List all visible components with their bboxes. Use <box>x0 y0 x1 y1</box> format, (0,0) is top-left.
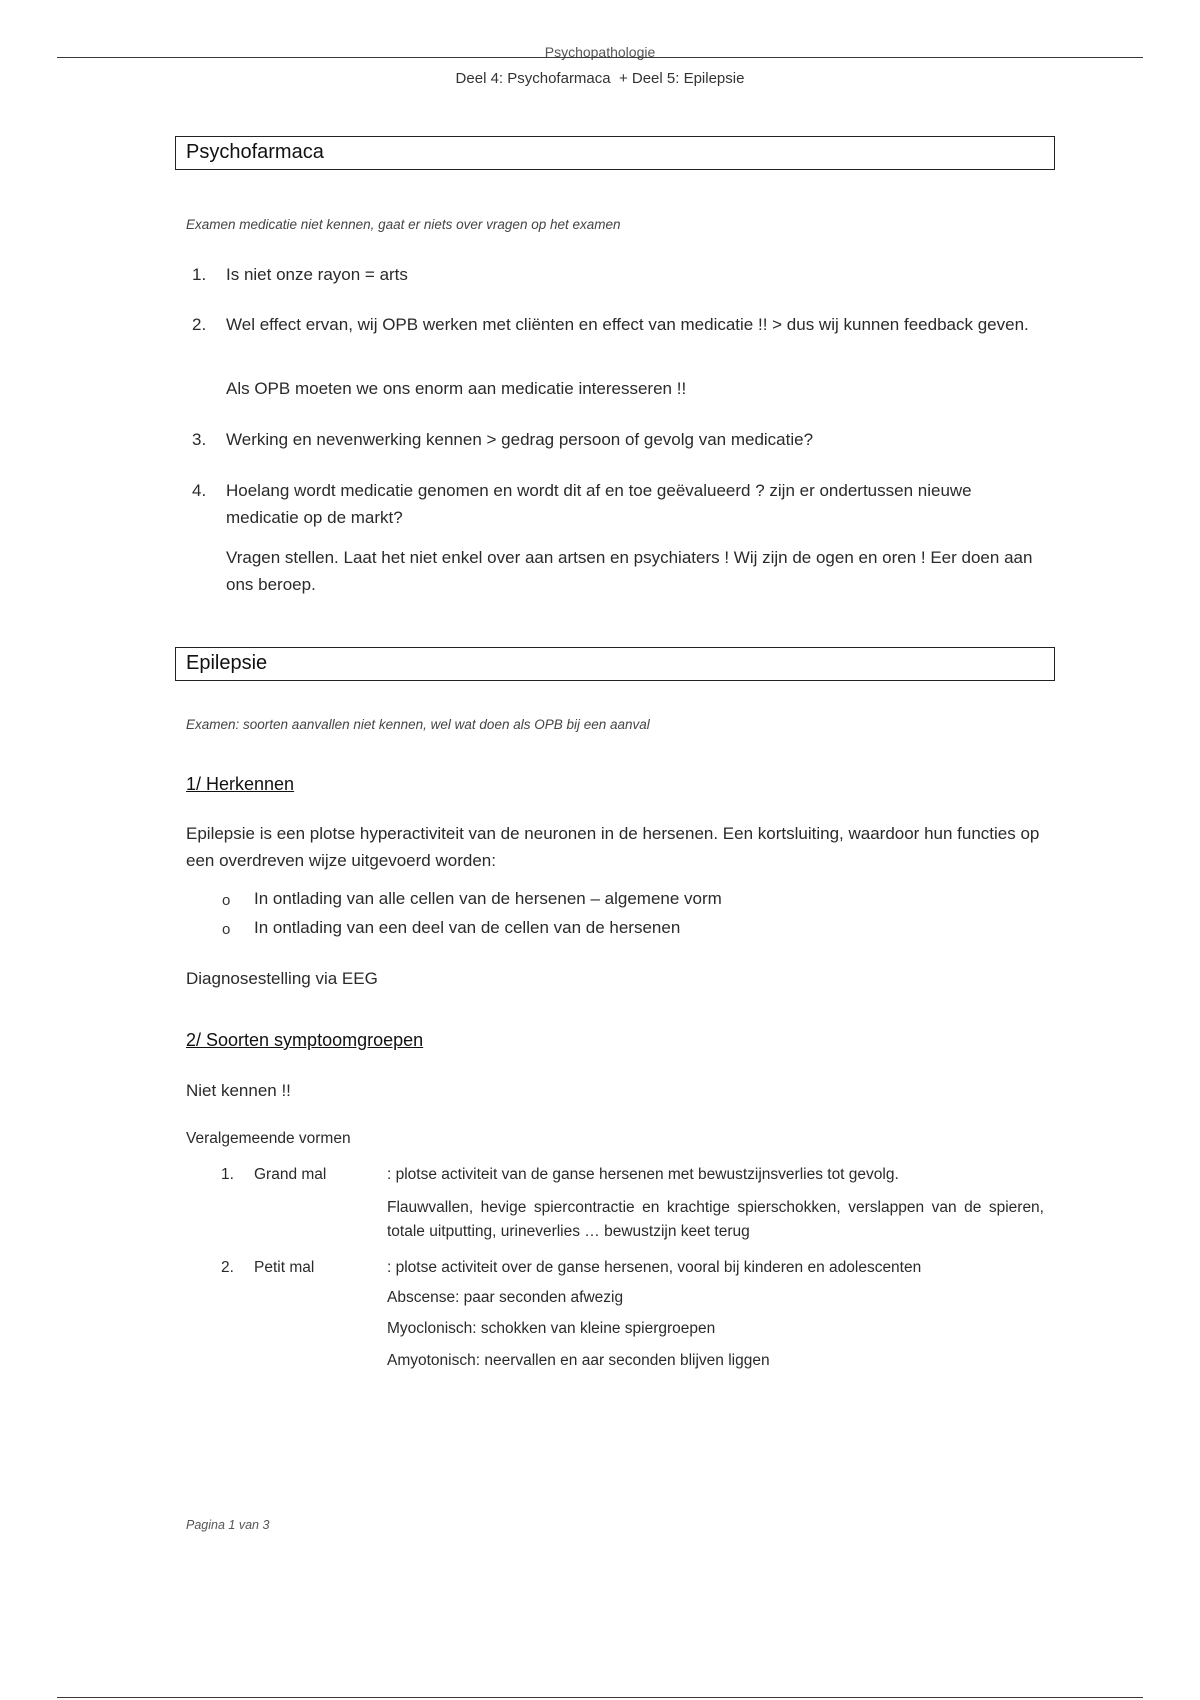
document-header-title: Psychopathologie <box>544 44 656 60</box>
list-item: Wel effect ervan, wij OPB werken met cliënten en effect van medicatie !! > dus wij kunnen feedback geven. <box>226 315 1029 334</box>
bullet-icon: o <box>222 892 231 909</box>
paragraph-herkennen: Epilepsie is een plotse hyperactiviteit van de neuronen in de hersenen. Een kortsluiting, waardoor hun functies op een overdreven wijze uitgevoerd worden: <box>186 824 1040 870</box>
list-item-extra: Als OPB moeten we ons enorm aan medicatie interesseren !! <box>226 379 687 398</box>
list-item-number: 1. <box>221 1166 234 1183</box>
seizure-subtype: Myoclonisch: schokken van kleine spiergroepen <box>387 1320 716 1337</box>
seizure-type-name: Grand mal <box>254 1166 327 1183</box>
list-item-extra: Vragen stellen. Laat het niet enkel over aan artsen en psychiaters ! Wij zijn de ogen en oren ! Eer doen aan ons beroep. <box>226 548 1033 594</box>
section-heading-epilepsie: Epilepsie <box>175 647 1055 681</box>
list-item: Hoelang wordt medicatie genomen en wordt dit af en toe geëvalueerd ? zijn er ondertussen nieuwe medicatie op de markt? <box>226 481 972 527</box>
seizure-type-desc: : plotse activiteit van de ganse hersenen met bewustzijnsverlies tot gevolg. <box>387 1166 899 1183</box>
subheading-soorten: 2/ Soorten symptoomgroepen <box>186 1030 424 1050</box>
header-divider <box>57 57 1143 58</box>
seizure-subtype: Abscense: paar seconden afwezig <box>387 1289 624 1306</box>
bullet-item: In ontlading van alle cellen van de hersenen – algemene vorm <box>254 889 722 908</box>
seizure-subtype: Amyotonisch: neervallen en aar seconden blijven liggen <box>387 1352 770 1369</box>
list-item-number: 2. <box>192 315 207 334</box>
exam-note-epilepsie: Examen: soorten aanvallen niet kennen, wel wat doen als OPB bij een aanval <box>186 717 650 732</box>
list-item-number: 1. <box>192 265 207 284</box>
seizure-type-desc: : plotse activiteit over de ganse hersenen, vooral bij kinderen en adolescenten <box>387 1259 922 1276</box>
list-item-number: 2. <box>221 1259 234 1276</box>
list-item-number: 4. <box>192 481 207 500</box>
list-item: Werking en nevenwerking kennen > gedrag persoon of gevolg van medicatie? <box>226 430 814 449</box>
section-heading-psychofarmaca: Psychofarmaca <box>175 136 1055 170</box>
exam-note-psychofarmaca: Examen medicatie niet kennen, gaat er niets over vragen op het examen <box>186 217 621 232</box>
document-header-subtitle: Deel 4: Psychofarmaca + Deel 5: Epilepsie <box>455 70 745 87</box>
page-number: Pagina 1 van 3 <box>186 1518 270 1532</box>
veralgemeende-label: Veralgemeende vormen <box>186 1130 351 1147</box>
list-item-number: 3. <box>192 430 207 449</box>
seizure-type-detail: Flauwvallen, hevige spiercontractie en krachtige spierschokken, verslappen van de spieren, totale uitputting, urineverlies … bewustzijn keet terug <box>387 1199 1044 1240</box>
footer-divider <box>57 1697 1143 1698</box>
subheading-herkennen: 1/ Herkennen <box>186 774 295 794</box>
list-item: Is niet onze rayon = arts <box>226 265 408 284</box>
bullet-icon: o <box>222 921 231 938</box>
seizure-type-name: Petit mal <box>254 1259 315 1276</box>
bullet-item: In ontlading van een deel van de cellen van de hersenen <box>254 918 681 937</box>
niet-kennen-text: Niet kennen !! <box>186 1081 291 1100</box>
diagnose-text: Diagnosestelling via EEG <box>186 969 378 988</box>
